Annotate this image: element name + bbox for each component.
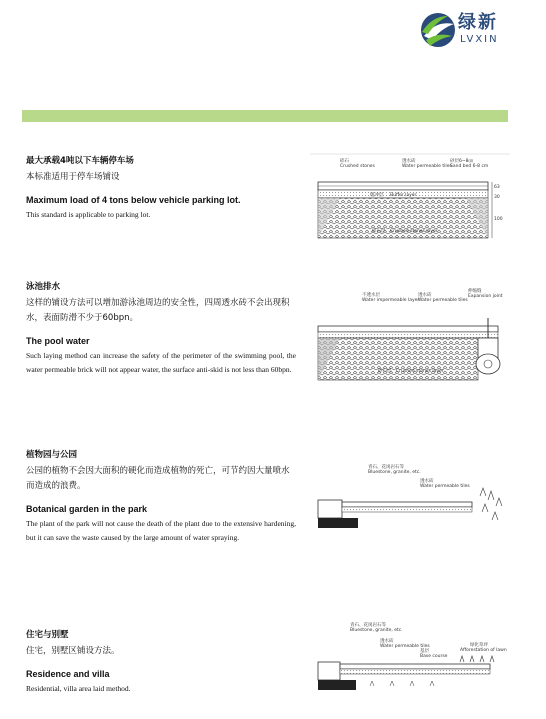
brand-logo xyxy=(418,8,538,54)
section-desc-en: The plant of the park will not cause the death of the plant due to the extensive hardening, but it can save the waste caused by the large amount of water spraying. xyxy=(26,519,296,542)
section-title-en: Maximum load of 4 tons below vehicle parking lot. xyxy=(26,195,241,205)
section-desc-cn: 本标准适用于停车场铺设 xyxy=(26,172,120,182)
label-crushed: 碎石 xyxy=(340,159,349,164)
label-buffer: 缓冲层 xyxy=(370,193,384,198)
label-stones-en: Bluestone, granite, etc. xyxy=(350,628,403,633)
section-title-cn: 最大承载4吨以下车辆停车场 xyxy=(26,156,134,166)
section-pool xyxy=(26,280,296,377)
leaf-logo-icon xyxy=(418,10,458,52)
label-lawn: 绿化草坪 xyxy=(470,643,488,648)
label-permeable: 透水砖 xyxy=(402,159,416,164)
label-joint: 伸缩缝 xyxy=(468,289,482,294)
label-gravel: 碎石层 xyxy=(372,229,386,234)
label-perm-en: Water permeable tiles xyxy=(418,298,468,303)
section-desc-en: This standard is applicable to parking lot. xyxy=(26,210,151,219)
diagram-pool xyxy=(310,288,510,388)
label-perm-en: Water permeable tiles xyxy=(420,484,470,489)
section-desc-en: Residential, villa area laid method. xyxy=(26,684,131,693)
label-sand-en: Sand bed 6-8 cm xyxy=(450,164,489,169)
label-perm: 透水砖 xyxy=(420,479,434,484)
diagram-residence xyxy=(310,618,510,698)
section-botanical xyxy=(26,448,296,545)
section-title-en: The pool water xyxy=(26,336,90,346)
section-residence xyxy=(26,628,296,696)
label-stones: 青石、花岗岩石等 xyxy=(350,623,386,628)
label-gravel-en: Crushed stones layer xyxy=(390,229,438,234)
label-perm: 透水砖 xyxy=(380,639,394,644)
label-nonperm: 不透水层 xyxy=(362,293,380,298)
section-title-cn: 住宅与别墅 xyxy=(26,630,69,640)
label-lawn-en: Afforestation of lawn xyxy=(460,648,507,653)
dim-100: 100 xyxy=(494,217,503,222)
dim-30: 30 xyxy=(494,195,500,200)
section-title-en: Botanical garden in the park xyxy=(26,504,148,514)
label-sand: 砂层6~8㎝ xyxy=(450,159,473,164)
label-gravel: 碎石层 xyxy=(378,369,392,374)
label-stones-en: Bluestone, granite, etc. xyxy=(368,470,421,475)
label-nonperm-en: Water impermeable layer xyxy=(362,298,420,303)
header-band xyxy=(22,110,508,122)
section-title-cn: 植物园与公园 xyxy=(26,450,78,460)
section-desc-cn: 住宅，别墅区铺设方法。 xyxy=(26,646,120,656)
label-base: 基层 xyxy=(420,649,429,654)
label-perm: 透水砖 xyxy=(418,293,432,298)
label-joint-en: Expansion joint xyxy=(468,294,503,299)
section-desc-cn: 这样的铺设方法可以增加游泳池周边的安全性，四周透水砖不会出现积水，表面防滑不少于60bpn。 xyxy=(26,298,290,323)
dim-63: 63 xyxy=(494,185,500,190)
section-title-en: Residence and villa xyxy=(26,669,110,679)
label-perm-en: Water permeable tiles xyxy=(380,644,430,649)
section-parking xyxy=(26,154,296,222)
diagram-parking xyxy=(310,152,510,242)
logo-text-en: LVXIN xyxy=(460,34,499,45)
label-gravel-en: Crushed stones layer xyxy=(396,369,444,374)
label-stones: 青石、花岗岩石等 xyxy=(368,465,404,470)
section-desc-cn: 公园的植物不会因大面积的硬化而造成植物的死亡，可节约因大量喷水而造成的浪费。 xyxy=(26,466,290,491)
label-base-en: Base course xyxy=(420,654,448,659)
label-permeable-en: Water permeable tiles xyxy=(402,164,452,169)
label-buffer-en: Buffer layer xyxy=(390,193,417,198)
section-desc-en: Such laying method can increase the safety of the perimeter of the swimming pool, the water permeable brick will not appear water, the surface anti-skid is not less than 60bpn. xyxy=(26,351,296,374)
diagram-botanical xyxy=(310,460,510,540)
section-title-cn: 泳池排水 xyxy=(26,282,61,292)
label-crushed-en: Crushed stones xyxy=(340,164,375,169)
logo-text-cn: 绿新 xyxy=(458,12,498,33)
